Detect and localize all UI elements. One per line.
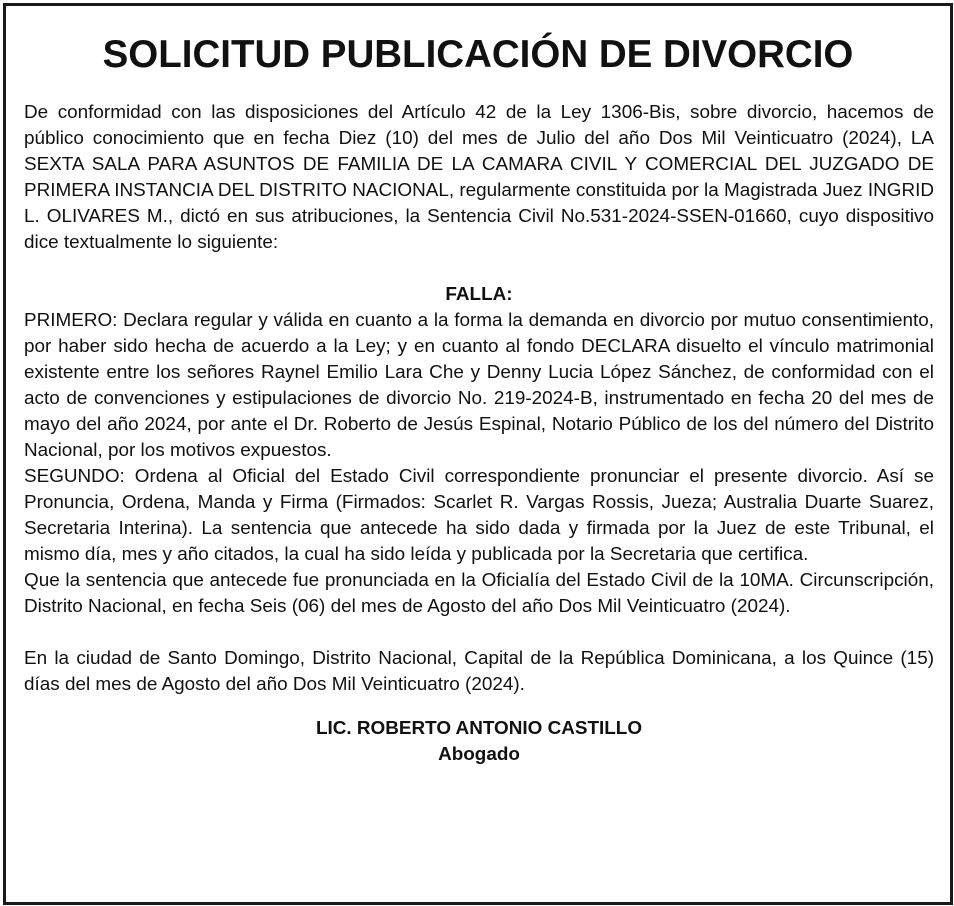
spacer xyxy=(24,620,934,646)
signature-name: LIC. ROBERTO ANTONIO CASTILLO xyxy=(315,718,643,739)
closing-paragraph: En la ciudad de Santo Domingo, Distrito Nacional, Capital de la República Dominicana, a los Quince (15) días del mes de Agosto del año Dos Mil Veinticuatro (2024). xyxy=(24,648,934,695)
notice-frame xyxy=(3,3,953,905)
spacer xyxy=(24,698,934,716)
notice-body xyxy=(24,100,934,768)
primero-paragraph: PRIMERO: Declara regular y válida en cuanto a la forma la demanda en divorcio por mutuo consentimiento, por haber sido hecha de acuerdo a la Ley; y en cuanto al fondo DECLARA disuelto el vínculo matrimonial existente entre los señores Raynel Emilio Lara Che y Denny Lucia López Sánchez, de conformidad con el acto de convenciones y estipulaciones de divorcio No. 219-2024-B, instrumentado en fecha 20 del mes de mayo del año 2024, por ante el Dr. Roberto de Jesús Espinal, Notario Público de los del número del Distrito Nacional, por los motivos expuestos. xyxy=(24,310,934,461)
spacer xyxy=(24,256,934,282)
falla-heading: FALLA: xyxy=(445,284,513,305)
pronunciada-paragraph: Que la sentencia que antecede fue pronunciada en la Oficialía del Estado Civil de la 10MA. Circunscripción, Distrito Nacional, en fecha Seis (06) del mes de Agosto del año Dos Mil Veinticuatro (2024). xyxy=(24,570,934,617)
segundo-paragraph: SEGUNDO: Ordena al Oficial del Estado Civil correspondiente pronunciar el presente divorcio. Así se Pronuncia, Ordena, Manda y Firma (Firmados: Scarlet R. Vargas Rossis, Jueza; Australia Duarte Suarez, Secretaria Interina). La sentencia que antecede ha sido dada y firmada por la Juez de este Tribunal, el mismo día, mes y año citados, la cual ha sido leída y publicada por la Secretaria que certifica. xyxy=(24,466,934,565)
intro-paragraph: De conformidad con las disposiciones del Artículo 42 de la Ley 1306-Bis, sobre divorcio, hacemos de público conocimiento que en fecha Diez (10) del mes de Julio del año Dos Mil Veinticuatro (2024), LA SEXTA SALA PARA ASUNTOS DE FAMILIA DE LA CAMARA CIVIL Y COMERCIAL DEL JUZGADO DE PRIMERA INSTANCIA DEL DISTRITO NACIONAL, regularmente constituida por la Magistrada Juez INGRID L. OLIVARES M., dictó en sus atribuciones, la Sentencia Civil No.531-2024-SSEN-01660, cuyo dispositivo dice textualmente lo siguiente: xyxy=(24,102,934,253)
notice-title: SOLICITUD PUBLICACIÓN DE DIVORCIO xyxy=(102,33,854,76)
signature-title: Abogado xyxy=(438,744,520,765)
